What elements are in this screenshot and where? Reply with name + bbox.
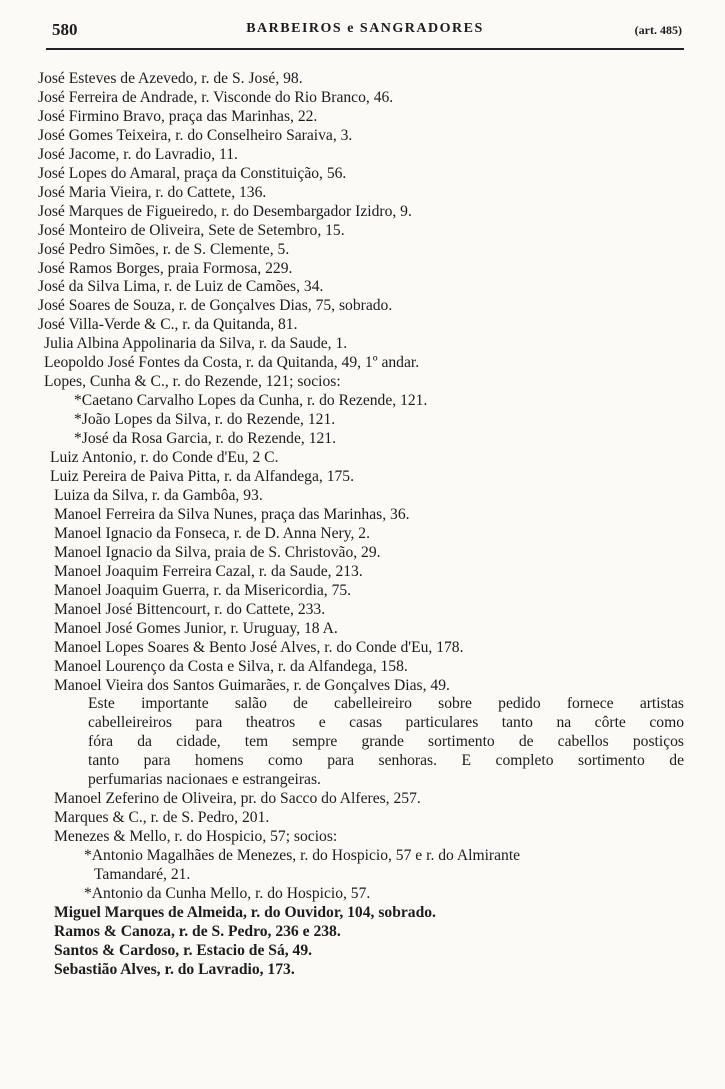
list-item: Manoel Joaquim Guerra, r. da Misericordia, 75. [54, 581, 352, 599]
list-item: José Gomes Teixeira, r. do Conselheiro Saraiva, 3. [38, 126, 353, 144]
page-number: 580 [52, 20, 78, 39]
list-item: Manoel Ferreira da Silva Nunes, praça das Marinhas, 36. [54, 505, 410, 523]
list-item: Manoel Lourenço da Costa e Silva, r. da Alfandega, 158. [54, 657, 408, 675]
list-item: Luiz Antonio, r. do Conde d'Eu, 2 C. [50, 449, 279, 467]
list-item: José Jacome, r. do Lavradio, 11. [38, 145, 238, 163]
partner-item: *João Lopes da Silva, r. do Rezende, 121. [74, 411, 336, 429]
list-item: Manoel Vieira dos Santos Guimarães, r. de Gonçalves Dias, 49. [54, 676, 450, 694]
description-line: tanto para homens como para senhoras. E completo sortimento de [88, 752, 684, 770]
list-item: Santos & Cardoso, r. Estacio de Sá, 49. [54, 941, 313, 959]
list-item: José Firmino Bravo, praça das Marinhas, 22. [38, 107, 318, 125]
article-reference: (art. 485) [634, 23, 682, 37]
list-item: Leopoldo José Fontes da Costa, r. da Quitanda, 49, 1º andar. [44, 354, 420, 372]
list-item: José Lopes do Amaral, praça da Constituição, 56. [38, 164, 347, 182]
list-item: Manoel Zeferino de Oliveira, pr. do Sacco do Alferes, 257. [54, 790, 421, 808]
description-line: Este importante salão de cabelleireiro sobre pedido fornece artistas [88, 695, 684, 713]
list-item: José Pedro Simões, r. de S. Clemente, 5. [38, 240, 290, 258]
list-item: Luiz Pereira de Paiva Pitta, r. da Alfandega, 175. [50, 468, 354, 486]
list-item: Manoel Ignacio da Silva, praia de S. Christovão, 29. [54, 543, 381, 561]
list-item: José da Silva Lima, r. de Luiz de Camões, 34. [38, 278, 324, 296]
list-item: José Esteves de Azevedo, r. de S. José, 98. [38, 70, 303, 87]
list-item: José Marques de Figueiredo, r. do Desembargador Izidro, 9. [38, 202, 412, 220]
description-line: cabelleireiros para theatros e casas particulares tanto na côrte como [88, 714, 684, 732]
list-item: José Villa-Verde & C., r. da Quitanda, 81. [38, 316, 298, 334]
list-item: Manoel Lopes Soares & Bento José Alves, r. do Conde d'Eu, 178. [54, 638, 464, 656]
list-item: Sebastião Alves, r. do Lavradio, 173. [54, 960, 295, 978]
partner-item: *José da Rosa Garcia, r. do Rezende, 121. [74, 430, 336, 448]
partner-item: *Antonio da Cunha Mello, r. do Hospicio, 57. [84, 884, 371, 902]
page-title: BARBEIROS e SANGRADORES [246, 21, 484, 36]
partner-item: *Antonio Magalhães de Menezes, r. do Hospicio, 57 e r. do Almirante [84, 847, 521, 865]
partner-item: *Caetano Carvalho Lopes da Cunha, r. do Rezende, 121. [74, 392, 428, 410]
list-item: Menezes & Mello, r. do Hospicio, 57; socios: [54, 828, 338, 846]
directory-list [0, 70, 725, 980]
list-item: Manoel Ignacio da Fonseca, r. de D. Anna Nery, 2. [54, 524, 370, 542]
list-item: Manoel Joaquim Ferreira Cazal, r. da Saude, 213. [54, 562, 363, 580]
list-item: Luiza da Silva, r. da Gambôa, 93. [54, 486, 263, 504]
list-item: José Ramos Borges, praia Formosa, 229. [38, 259, 293, 277]
list-item: Lopes, Cunha & C., r. do Rezende, 121; socios: [44, 373, 341, 391]
list-item: José Soares de Souza, r. de Gonçalves Dias, 75, sobrado. [38, 297, 393, 315]
list-item: Manoel José Gomes Junior, r. Uruguay, 18 A. [54, 619, 338, 637]
list-item: José Ferreira de Andrade, r. Visconde do Rio Branco, 46. [38, 88, 394, 106]
list-item: José Maria Vieira, r. do Cattete, 136. [38, 183, 267, 201]
list-item: Miguel Marques de Almeida, r. do Ouvidor, 104, sobrado. [54, 903, 436, 921]
page-header [46, 18, 684, 50]
list-item: Manoel José Bittencourt, r. do Cattete, 233. [54, 600, 326, 618]
description-line: perfumarias nacionaes e estrangeiras. [88, 771, 321, 789]
partner-item-continuation: Tamandaré, 21. [94, 866, 191, 884]
list-item: Marques & C., r. de S. Pedro, 201. [54, 809, 270, 827]
list-item: Ramos & Canoza, r. de S. Pedro, 236 e 238. [54, 922, 341, 940]
description-line: fóra da cidade, tem sempre grande sortimento de cabellos postiços [88, 733, 684, 751]
list-item: José Monteiro de Oliveira, Sete de Setembro, 15. [38, 221, 345, 239]
list-item: Julia Albina Appolinaria da Silva, r. da Saude, 1. [44, 335, 348, 353]
